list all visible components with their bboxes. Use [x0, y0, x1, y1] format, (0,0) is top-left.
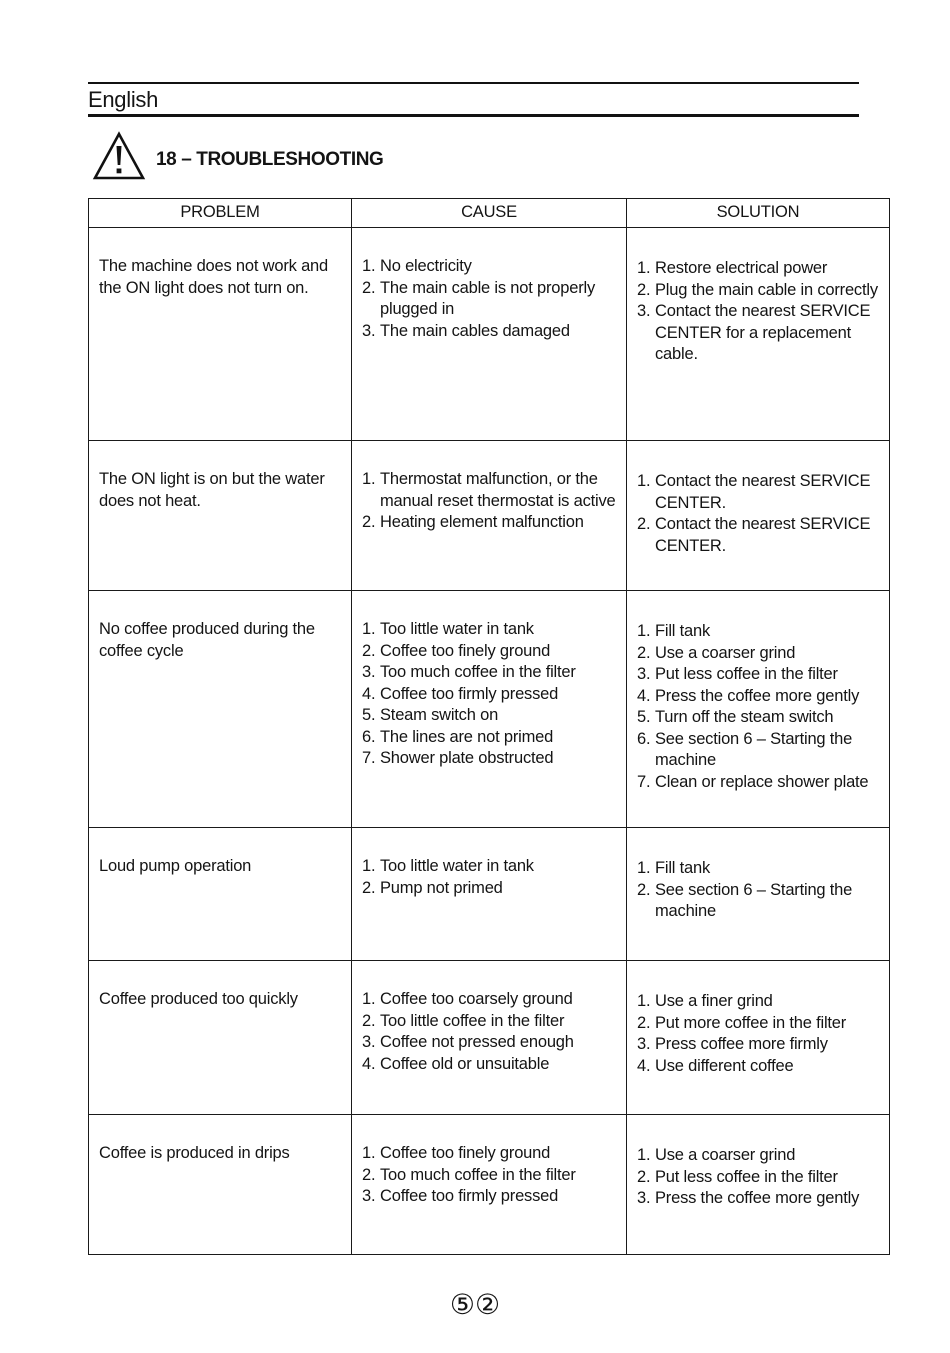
cause-list — [362, 256, 618, 342]
item-number: 1. — [637, 622, 651, 640]
cause-item — [362, 748, 618, 770]
cause-item — [362, 662, 618, 684]
solution-text: Put more coffee in the filter — [655, 1013, 847, 1032]
solution-text: See section 6 – Starting the machine — [655, 880, 853, 920]
item-number: 1. — [362, 620, 376, 638]
solution-text: Put less coffee in the filter — [655, 1167, 838, 1186]
problem-cell: Coffee is produced in drips — [89, 1115, 352, 1255]
solution-item — [637, 280, 881, 302]
problem-cell: No coffee produced during the coffee cycle — [89, 591, 352, 828]
table-row — [89, 1115, 890, 1255]
solution-item — [637, 729, 881, 772]
problem-cell: The ON light is on but the water does not heat. — [89, 441, 352, 591]
solution-item — [637, 686, 881, 708]
solution-item — [637, 772, 881, 794]
item-number: 2. — [637, 515, 651, 533]
solution-text: Contact the nearest SERVICE CENTER. — [655, 472, 871, 512]
item-number: 5. — [362, 706, 376, 724]
solution-text: Use a finer grind — [655, 992, 773, 1010]
table-row — [89, 441, 890, 591]
solution-list — [637, 858, 881, 923]
section-title: 18 – TROUBLESHOOTING — [156, 149, 384, 170]
solution-item — [637, 707, 881, 729]
solution-item — [637, 991, 881, 1013]
cause-text: Coffee too coarsely ground — [380, 990, 573, 1008]
solution-text: Fill tank — [655, 859, 711, 877]
cause-text: Coffee too firmly pressed — [380, 684, 559, 703]
solution-list — [637, 471, 881, 557]
solution-cell — [627, 228, 890, 441]
item-number: 2. — [637, 280, 651, 299]
solution-text: Use a coarser grind — [655, 643, 796, 662]
item-number: 2. — [362, 641, 376, 660]
item-number: 2. — [362, 278, 376, 297]
item-number: 3. — [637, 665, 651, 683]
item-number: 2. — [362, 1011, 376, 1030]
header-top-rule — [88, 82, 859, 84]
solution-item — [637, 1145, 881, 1167]
item-number: 1. — [637, 472, 651, 490]
cause-item — [362, 1032, 618, 1054]
cause-item — [362, 878, 618, 900]
solution-item — [637, 258, 881, 280]
problem-cell: The machine does not work and the ON light does not turn on. — [89, 228, 352, 441]
solution-cell — [627, 441, 890, 591]
cause-item — [362, 989, 618, 1011]
solution-text: See section 6 – Starting the machine — [655, 729, 853, 769]
cause-item — [362, 278, 618, 321]
section-heading — [92, 130, 383, 182]
solution-list — [637, 258, 881, 366]
solution-item — [637, 880, 881, 923]
cause-text: Coffee not pressed enough — [380, 1033, 574, 1051]
solution-item — [637, 1013, 881, 1035]
solution-text: Restore electrical power — [655, 259, 828, 277]
cause-item — [362, 1165, 618, 1187]
solution-text: Contact the nearest SERVICE CENTER. — [655, 515, 871, 555]
item-number: 1. — [637, 1146, 651, 1164]
solution-item — [637, 1056, 881, 1078]
solution-cell — [627, 591, 890, 828]
table-row — [89, 228, 890, 441]
item-number: 3. — [637, 1189, 651, 1207]
solution-text: Use a coarser grind — [655, 1146, 796, 1164]
column-header-solution: SOLUTION — [627, 199, 890, 228]
item-number: 3. — [637, 1035, 651, 1053]
cause-text: Steam switch on — [380, 706, 499, 724]
cause-text: Shower plate obstructed — [380, 749, 554, 767]
cause-text: The lines are not primed — [380, 727, 554, 746]
item-number: 1. — [637, 992, 651, 1010]
cause-list — [362, 1143, 618, 1208]
item-number: 5. — [637, 708, 651, 726]
cause-text: Coffee old or unsuitable — [380, 1054, 550, 1073]
item-number: 1. — [637, 259, 651, 277]
cause-item — [362, 256, 618, 278]
solution-text: Put less coffee in the filter — [655, 665, 838, 683]
problem-cell: Coffee produced too quickly — [89, 961, 352, 1115]
solution-text: Clean or replace shower plate — [655, 772, 869, 791]
cause-text: Too little coffee in the filter — [380, 1011, 565, 1030]
cause-list — [362, 469, 618, 534]
cause-text: Coffee too firmly pressed — [380, 1187, 559, 1205]
item-number: 2. — [362, 1165, 376, 1184]
cause-cell — [352, 828, 627, 961]
cause-item — [362, 1143, 618, 1165]
solution-item — [637, 301, 881, 366]
solution-item — [637, 664, 881, 686]
cause-item — [362, 1011, 618, 1033]
cause-list — [362, 856, 618, 899]
item-number: 4. — [637, 686, 651, 705]
solution-list — [637, 991, 881, 1077]
cause-text: Pump not primed — [380, 878, 503, 897]
cause-cell — [352, 228, 627, 441]
item-number: 7. — [362, 749, 376, 767]
solution-list — [637, 621, 881, 793]
item-number: 6. — [637, 729, 651, 748]
solution-item — [637, 514, 881, 557]
solution-list — [637, 1145, 881, 1210]
header-bottom-rule — [88, 114, 859, 117]
table-body — [89, 228, 890, 1255]
cause-item — [362, 684, 618, 706]
table-row — [89, 961, 890, 1115]
cause-item — [362, 321, 618, 343]
solution-item — [637, 858, 881, 880]
cause-cell — [352, 961, 627, 1115]
item-number: 2. — [637, 880, 651, 899]
cause-cell — [352, 591, 627, 828]
cause-item — [362, 727, 618, 749]
item-number: 1. — [362, 990, 376, 1008]
item-number: 3. — [362, 1033, 376, 1051]
cause-text: Thermostat malfunction, or the manual reset thermostat is active — [380, 470, 616, 510]
cause-text: Too little water in tank — [380, 620, 534, 638]
table-row — [89, 591, 890, 828]
solution-text: Turn off the steam switch — [655, 708, 834, 726]
cause-text: Too much coffee in the filter — [380, 663, 576, 681]
item-number: 1. — [637, 859, 651, 877]
warning-triangle-icon — [92, 131, 146, 181]
item-number: 6. — [362, 727, 376, 746]
item-number: 4. — [637, 1056, 651, 1075]
item-number: 2. — [637, 1013, 651, 1032]
solution-text: Contact the nearest SERVICE CENTER for a replacement cable. — [655, 302, 871, 363]
solution-item — [637, 471, 881, 514]
solution-text: Press coffee more firmly — [655, 1035, 828, 1053]
troubleshooting-table — [88, 198, 890, 1255]
cause-item — [362, 1054, 618, 1076]
problem-cell: Loud pump operation — [89, 828, 352, 961]
solution-cell — [627, 1115, 890, 1255]
item-number: 2. — [637, 643, 651, 662]
cause-text: Too much coffee in the filter — [380, 1165, 576, 1184]
cause-item — [362, 856, 618, 878]
solution-cell — [627, 828, 890, 961]
solution-item — [637, 621, 881, 643]
cause-cell — [352, 441, 627, 591]
item-number: 4. — [362, 684, 376, 703]
cause-item — [362, 619, 618, 641]
solution-text: Use different coffee — [655, 1056, 794, 1075]
page-number: ⑤② — [449, 1289, 501, 1320]
table-row — [89, 828, 890, 961]
cause-text: The main cable is not properly plugged in — [380, 278, 596, 318]
solution-text: Plug the main cable in correctly — [655, 280, 878, 299]
solution-text: Press the coffee more gently — [655, 686, 860, 705]
cause-cell — [352, 1115, 627, 1255]
cause-item — [362, 512, 618, 534]
solution-cell — [627, 961, 890, 1115]
solution-item — [637, 1167, 881, 1189]
item-number: 2. — [362, 878, 376, 897]
cause-text: Coffee too finely ground — [380, 1144, 551, 1162]
cause-item — [362, 1186, 618, 1208]
solution-text: Press the coffee more gently — [655, 1189, 860, 1207]
item-number: 4. — [362, 1054, 376, 1073]
column-header-problem: PROBLEM — [89, 199, 352, 228]
item-number: 1. — [362, 857, 376, 875]
item-number: 1. — [362, 1144, 376, 1162]
cause-item — [362, 641, 618, 663]
item-number: 2. — [637, 1167, 651, 1186]
solution-text: Fill tank — [655, 622, 711, 640]
cause-item — [362, 705, 618, 727]
language-label: English — [88, 87, 159, 112]
item-number: 1. — [362, 257, 376, 275]
cause-item — [362, 469, 618, 512]
cause-text: Heating element malfunction — [380, 513, 584, 531]
cause-text: The main cables damaged — [380, 321, 570, 340]
item-number: 3. — [362, 1187, 376, 1205]
cause-text: No electricity — [380, 257, 472, 275]
cause-list — [362, 989, 618, 1075]
item-number: 7. — [637, 772, 651, 791]
item-number: 2. — [362, 513, 376, 531]
item-number: 3. — [362, 663, 376, 681]
table-header-row — [89, 199, 890, 228]
solution-item — [637, 1188, 881, 1210]
item-number: 3. — [637, 302, 651, 320]
item-number: 3. — [362, 321, 376, 340]
solution-item — [637, 643, 881, 665]
item-number: 1. — [362, 470, 376, 488]
column-header-cause: CAUSE — [352, 199, 627, 228]
solution-item — [637, 1034, 881, 1056]
cause-text: Too little water in tank — [380, 857, 534, 875]
cause-list — [362, 619, 618, 770]
cause-text: Coffee too finely ground — [380, 641, 551, 660]
